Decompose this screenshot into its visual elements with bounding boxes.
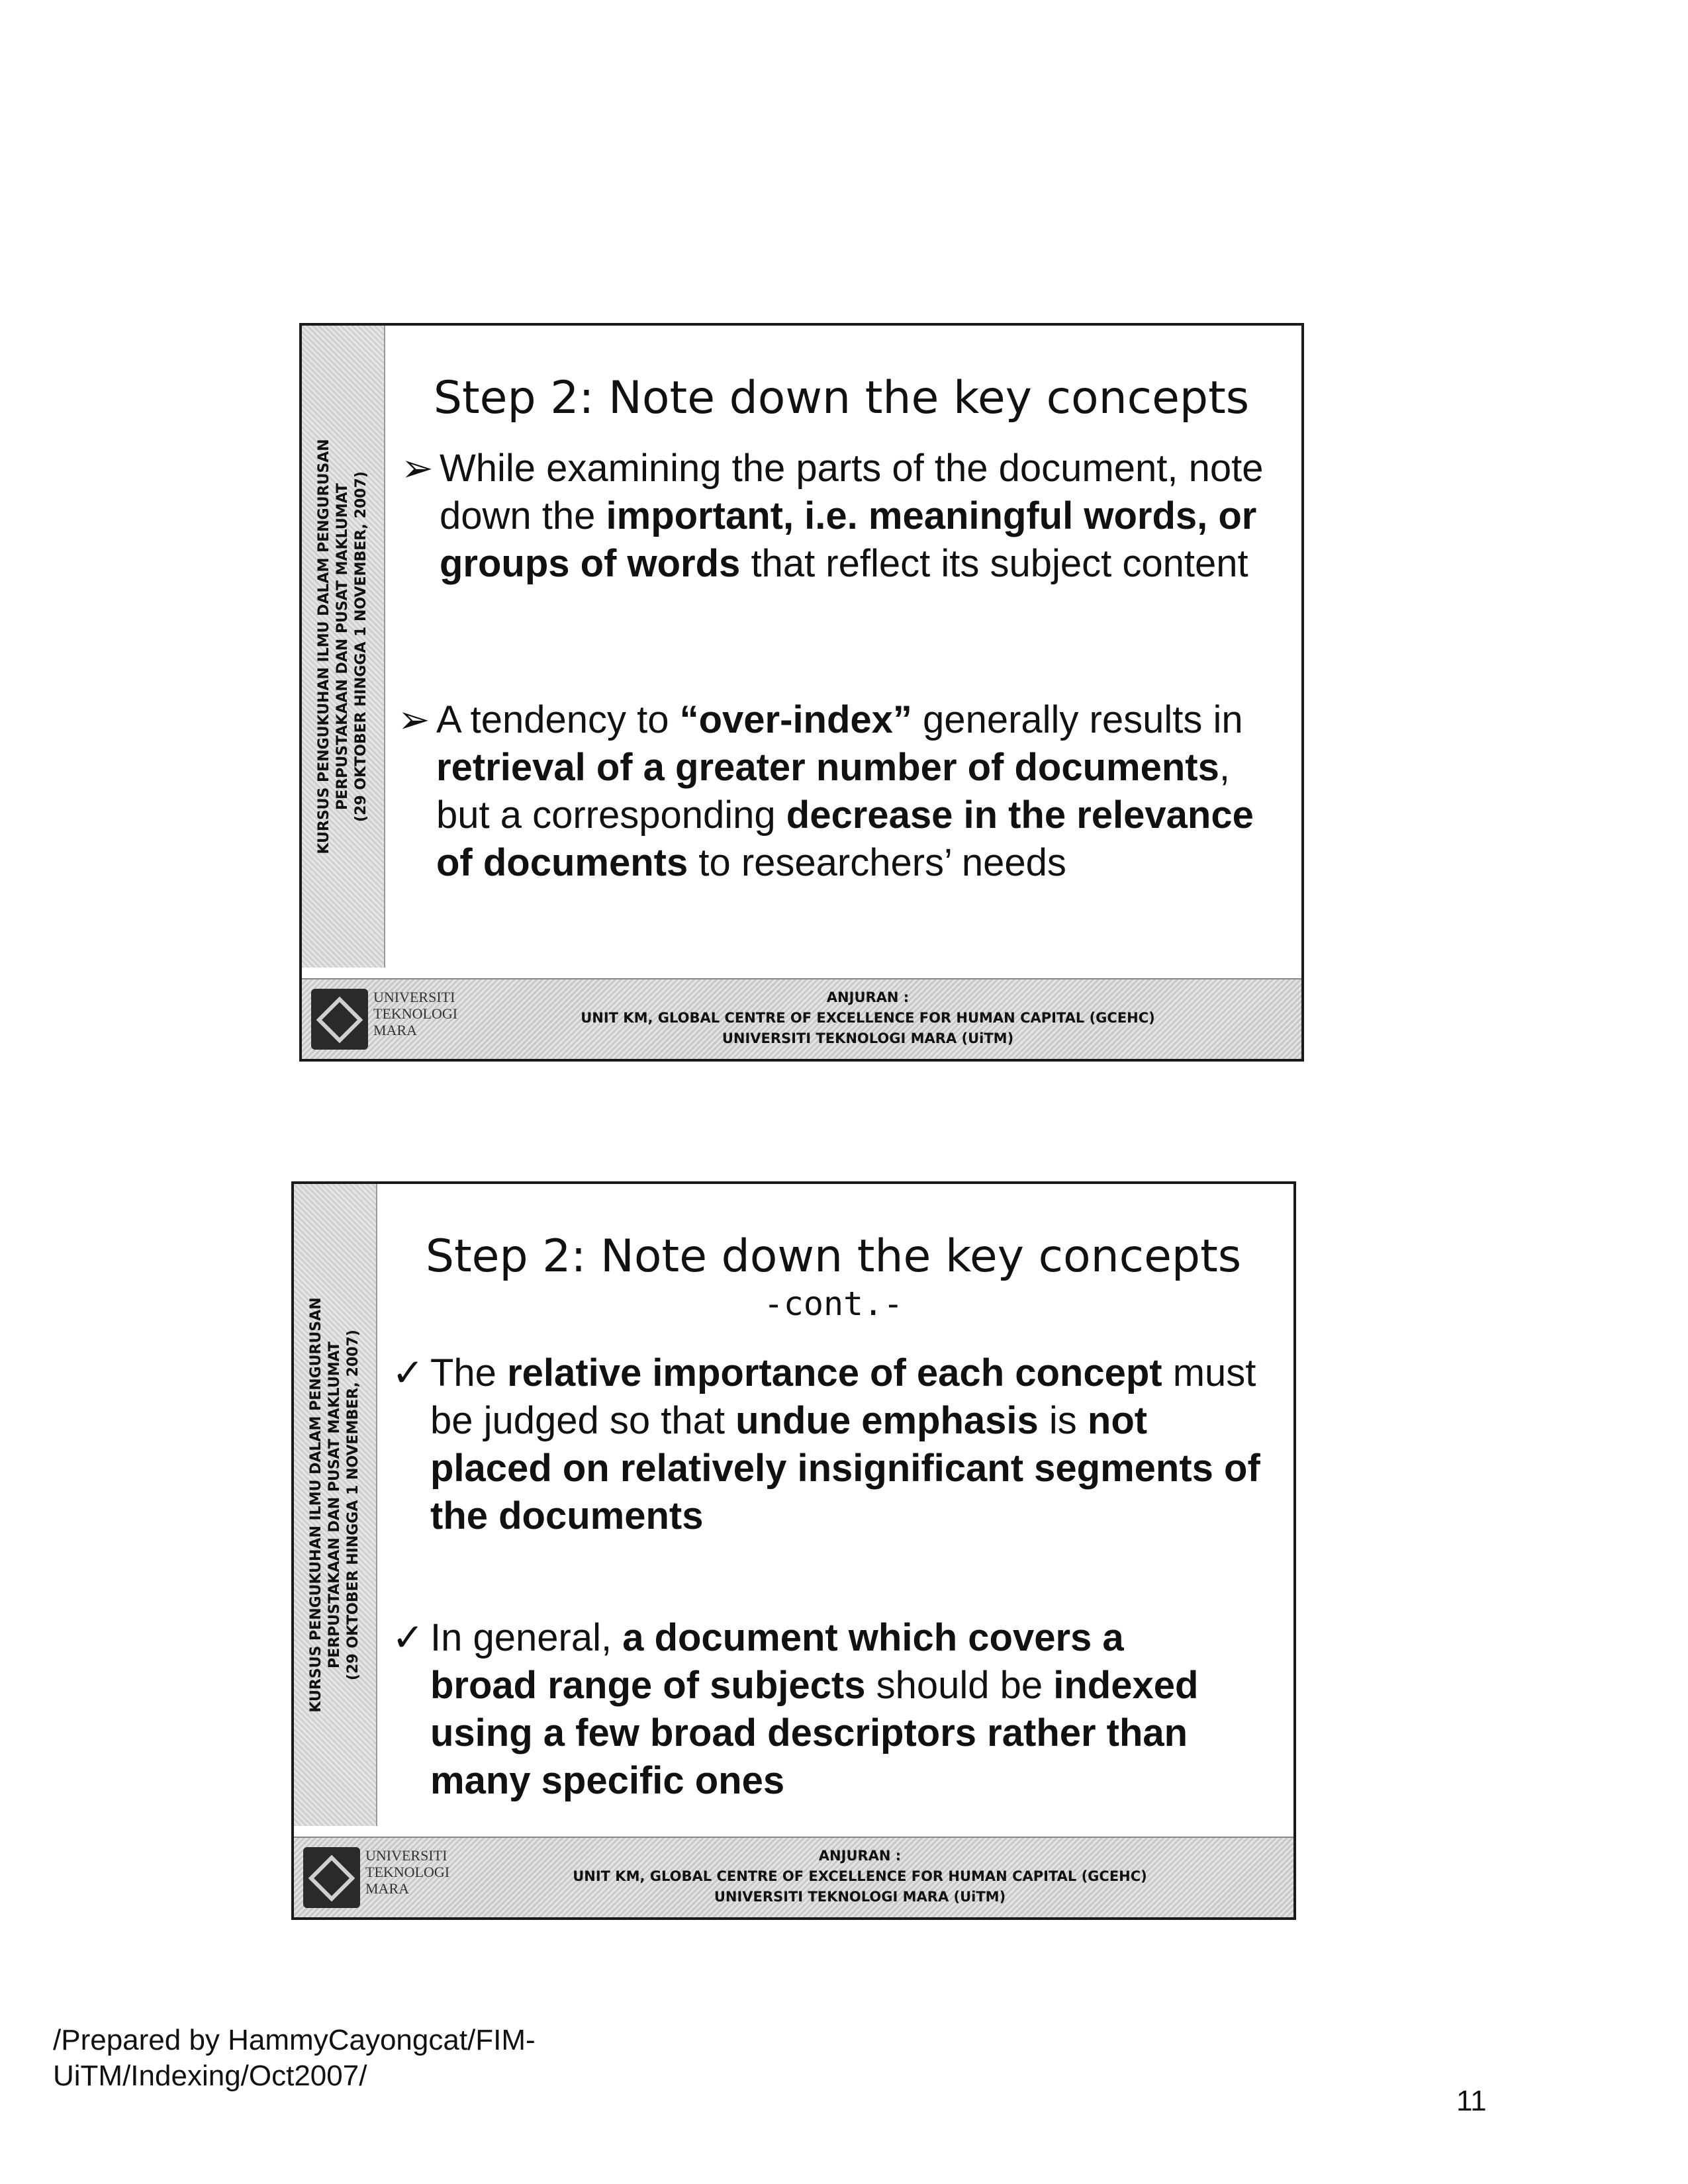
slide-2-sidebar-text: [307, 1197, 363, 1813]
arrow-bullet-icon: ➢: [401, 447, 434, 490]
slide-2-title: Step 2: Note down the key concepts: [425, 1230, 1242, 1283]
bullet-text: The relative importance of each concept must be judged so that undue emphasis is not placed on relatively insignificant segments of the documents: [430, 1351, 1260, 1537]
sidebar-line-2: PERPUSTAKAAN DAN PUSAT MAKLUMAT: [334, 483, 351, 810]
slide-1-sidebar-text: [315, 339, 371, 954]
bullet-text: A tendency to “over-index” generally results in retrieval of a greater number of documents, but a corresponding decrease in the relevance of documents to researchers’ needs: [436, 698, 1254, 884]
slide-1-footer: [302, 978, 1301, 1059]
slide-1-title: Step 2: Note down the key concepts: [433, 372, 1250, 424]
sidebar-line-3: (29 OKTOBER HINGGA 1 NOVEMBER, 2007): [345, 1330, 361, 1680]
sidebar-line-1: KURSUS PENGUKUHAN ILMU DALAM PENGURUSAN: [308, 1297, 324, 1713]
slide-2-sidebar: [294, 1184, 377, 1826]
checkmark-bullet-icon: ✓: [392, 1351, 424, 1394]
uitm-logo-text: UNIVERSITI TEKNOLOGI MARA: [373, 989, 458, 1038]
bullet-text: While examining the parts of the document, note down the important, i.e. meaningful words, or groups of words that reflect its subject content: [440, 447, 1264, 585]
prepared-by-footer: /Prepared by HammyCayongcat/FIM- UiTM/Indexing/Oct2007/: [53, 2024, 536, 2092]
checkmark-bullet-icon: ✓: [392, 1616, 424, 1659]
slide-1-bullet-1: [401, 445, 1275, 588]
sidebar-line-2: PERPUSTAKAAN DAN PUSAT MAKLUMAT: [326, 1342, 343, 1668]
slide-2-footer: [294, 1837, 1293, 1917]
slide-2-bullet-2: [392, 1614, 1226, 1805]
footer-organizer-text: ANJURAN : UNIT KM, GLOBAL CENTRE OF EXCELLENCE FOR HUMAN CAPITAL (GCEHC) UNIVERSITI TEKNOLOGI MARA (UiTM): [573, 1848, 1147, 1905]
page-number: 11: [1456, 2085, 1487, 2117]
arrow-bullet-icon: ➢: [398, 698, 430, 741]
sidebar-line-1: KURSUS PENGUKUHAN ILMU DALAM PENGURUSAN: [316, 439, 332, 854]
uitm-crest-icon: [303, 1847, 360, 1908]
slide-2-bullet-1: [392, 1349, 1279, 1540]
bullet-text: In general, a document which covers a broad range of subjects should be indexed using a few broad descriptors rather than many specific ones: [430, 1616, 1199, 1802]
slide-1-sidebar: [302, 326, 385, 968]
sidebar-line-3: (29 OKTOBER HINGGA 1 NOVEMBER, 2007): [353, 471, 369, 822]
slide-2-subtitle: -cont.-: [763, 1285, 904, 1323]
slide-1: [299, 323, 1304, 1062]
uitm-logo-text: UNIVERSITI TEKNOLOGI MARA: [365, 1847, 450, 1897]
slide-2: [291, 1181, 1296, 1920]
footer-organizer-text: ANJURAN : UNIT KM, GLOBAL CENTRE OF EXCELLENCE FOR HUMAN CAPITAL (GCEHC) UNIVERSITI TEKNOLOGI MARA (UiTM): [581, 989, 1155, 1046]
slide-1-bullet-2: [398, 696, 1291, 887]
uitm-crest-icon: [311, 989, 368, 1050]
